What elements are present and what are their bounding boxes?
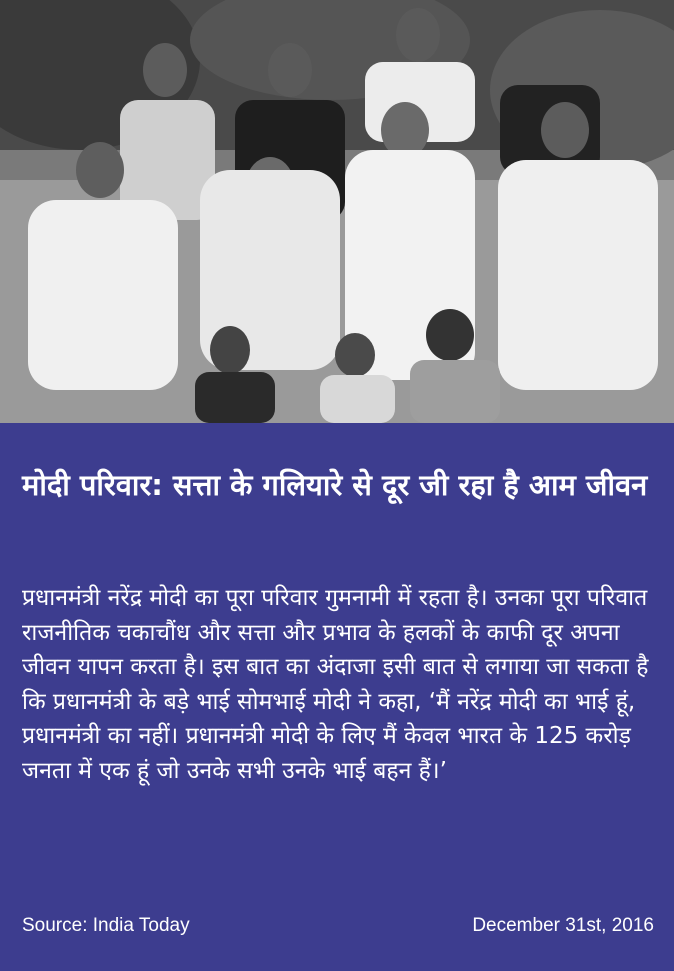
family-photo-icon bbox=[0, 0, 674, 423]
family-photo bbox=[0, 0, 674, 423]
headline: मोदी परिवार: सत्ता के गलियारे से दूर जी रहा है आम जीवन bbox=[22, 468, 648, 502]
article-body: प्रधानमंत्री नरेंद्र मोदी का पूरा परिवार गुमनामी में रहता है। उनका पूरा परिवात राजनीतिक चकाचौंध और सत्ता और प्रभाव के हलकों के काफी दूर अपना जीवन यापन करता है। इस बात का अंदाजा इसी बात से लगाया जा सकता है कि प्रधानमंत्री के बड़े भाई सोमभाई मोदी ने कहा, ‘मैं नरेंद्र मोदी का भाई हूं, प्रधानमंत्री का नहीं। प्रधानमंत्री मोदी के लिए मैं केवल भारत के 125 करोड़ जनता में एक हूं जो उनके सभी उनके भाई बहन हैं।’ bbox=[22, 585, 649, 784]
footer bbox=[22, 915, 654, 939]
article-panel bbox=[0, 423, 674, 971]
publish-date: December 31st, 2016 bbox=[472, 915, 654, 936]
source-credit: Source: India Today bbox=[22, 915, 190, 936]
